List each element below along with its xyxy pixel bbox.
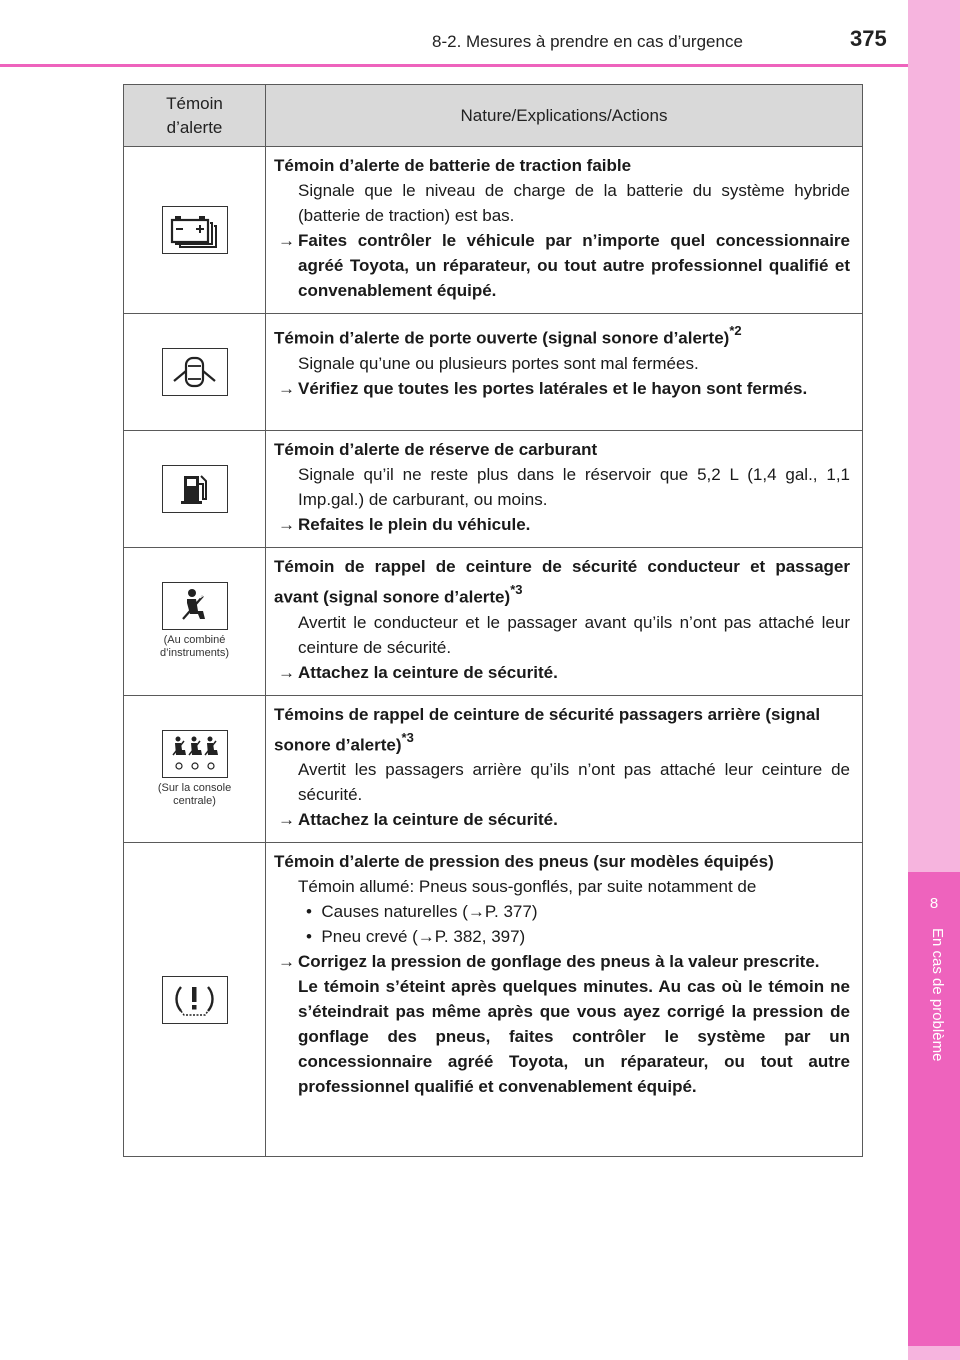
arrow-icon: →	[278, 378, 295, 398]
footnote-marker: *2	[729, 323, 742, 338]
icon-cell	[124, 147, 266, 314]
chapter-number: 8	[929, 895, 939, 912]
warning-action: → Attachez la ceinture de sécurité.	[274, 807, 850, 832]
explanation-cell	[266, 147, 863, 314]
table-row	[124, 431, 863, 548]
warning-title: Témoin d’alerte de batterie de traction faible	[274, 156, 632, 175]
warning-action: → Faites contrôler le véhicule par n’importe quel concessionnaire agréé Toyota, un réparateur, ou tout autre professionnel qualifié et convenablement équipé.	[274, 228, 850, 303]
icon-cell	[124, 695, 266, 843]
header-rule	[0, 64, 908, 67]
icon-caption: (Sur la console centrale)	[157, 781, 232, 807]
arrow-icon: →	[278, 952, 295, 972]
warning-title: Témoin d’alerte de pression des pneus (sur modèles équipés)	[274, 852, 774, 872]
arrow-icon: →	[278, 231, 295, 250]
traction-battery-icon	[162, 206, 228, 254]
seatbelt-reminder-icon	[162, 582, 228, 630]
explanation-cell	[266, 843, 863, 1157]
table-row	[124, 314, 863, 431]
warning-action-detail: Le témoin s’éteint après quelques minutes. Au cas où le témoin ne s’éteindrait pas même après que vous ayez corrigé la pression de gonflage des pneus, faites contrôler le système par un concessionnaire agréé Toyota, un réparateur, ou tout autre professionnel qualifié et convenablement équipé.	[298, 977, 850, 1097]
icon-caption: (Au combiné d’instruments)	[159, 634, 230, 660]
warning-description: Avertit le conducteur et le passager avant qu’ils n’ont pas attaché leur ceinture de sécurité.	[298, 612, 850, 657]
page-number: 375	[850, 26, 887, 51]
tire-pressure-icon	[162, 976, 228, 1024]
open-door-icon	[162, 348, 228, 396]
warning-action: → Vérifiez que toutes les portes latérales et le hayon sont fermés.	[274, 376, 850, 401]
table-row	[124, 548, 863, 696]
warning-description: Signale que le niveau de charge de la batterie du système hybride (batterie de traction) est bas.	[298, 181, 850, 225]
icon-cell	[124, 314, 266, 431]
low-fuel-icon	[162, 465, 228, 513]
bullet-item: • Pneu crevé (→P. 382, 397)	[306, 927, 526, 947]
warning-lights-table	[123, 84, 863, 1157]
table-row	[124, 695, 863, 843]
chapter-label: En cas de problème	[929, 928, 946, 1062]
explanation-cell	[266, 548, 863, 696]
arrow-icon: →	[278, 662, 295, 682]
icon-cell	[124, 431, 266, 548]
section-title: 8-2. Mesures à prendre en cas d’urgence	[432, 32, 743, 51]
warning-description: Témoin allumé: Pneus sous-gonflés, par suite notamment de	[298, 877, 757, 897]
warning-action: → Refaites le plein du véhicule.	[274, 512, 850, 537]
bullet-item: • Causes naturelles (→P. 377)	[306, 902, 538, 922]
warning-action: → Corrigez la pression de gonflage des pneus à la valeur prescrite. Le témoin s’éteint après quelques minutes. Au cas où le témoin ne s’éteindrait pas même après que vous ayez corrigé la pression de gonflage des pneus, faites contrôler le système par un concessionnaire agréé Toyota, un réparateur, ou tout autre professionnel qualifié et convenablement équipé.	[274, 949, 850, 1099]
footnote-marker: *3	[401, 729, 414, 745]
warning-title: Témoin d’alerte de réserve de carburant	[274, 440, 598, 459]
warning-description: Signale qu’il ne reste plus dans le réservoir que 5,2 L (1,4 gal., 1,1 Imp.gal.) de carburant, ou moins.	[298, 465, 850, 509]
warning-description: Avertit les passagers arrière qu’ils n’ont pas attaché leur ceinture de sécurité.	[298, 760, 850, 805]
warning-description: Signale qu’une ou plusieurs portes sont mal fermées.	[298, 353, 699, 373]
icon-cell	[124, 843, 266, 1157]
warning-action: → Attachez la ceinture de sécurité.	[274, 660, 850, 685]
arrow-icon: →	[278, 810, 295, 830]
explanation-cell	[266, 431, 863, 548]
table-row	[124, 147, 863, 314]
explanation-cell	[266, 314, 863, 431]
table-row	[124, 843, 863, 1157]
warning-title: Témoin d’alerte de porte ouverte (signal sonore d’alerte)$^{*2}$	[274, 323, 742, 348]
arrow-icon: →	[278, 515, 295, 534]
column-header-warning-light: Témoin d’alerte	[124, 85, 266, 147]
rear-seatbelt-reminder-icon	[162, 730, 228, 778]
column-header-explanations: Nature/Explications/Actions	[266, 85, 863, 147]
explanation-cell	[266, 695, 863, 843]
warning-title: Témoins de rappel de ceinture de sécurité passagers arrière (signal sonore d’alerte)$^{*3}$	[274, 704, 821, 755]
table-header-row	[124, 85, 863, 147]
icon-cell	[124, 548, 266, 696]
warning-title: Témoin de rappel de ceinture de sécurité conducteur et passager avant (signal sonore d’alerte)$^{*3}$	[274, 557, 850, 607]
footnote-marker: *3	[510, 582, 523, 597]
